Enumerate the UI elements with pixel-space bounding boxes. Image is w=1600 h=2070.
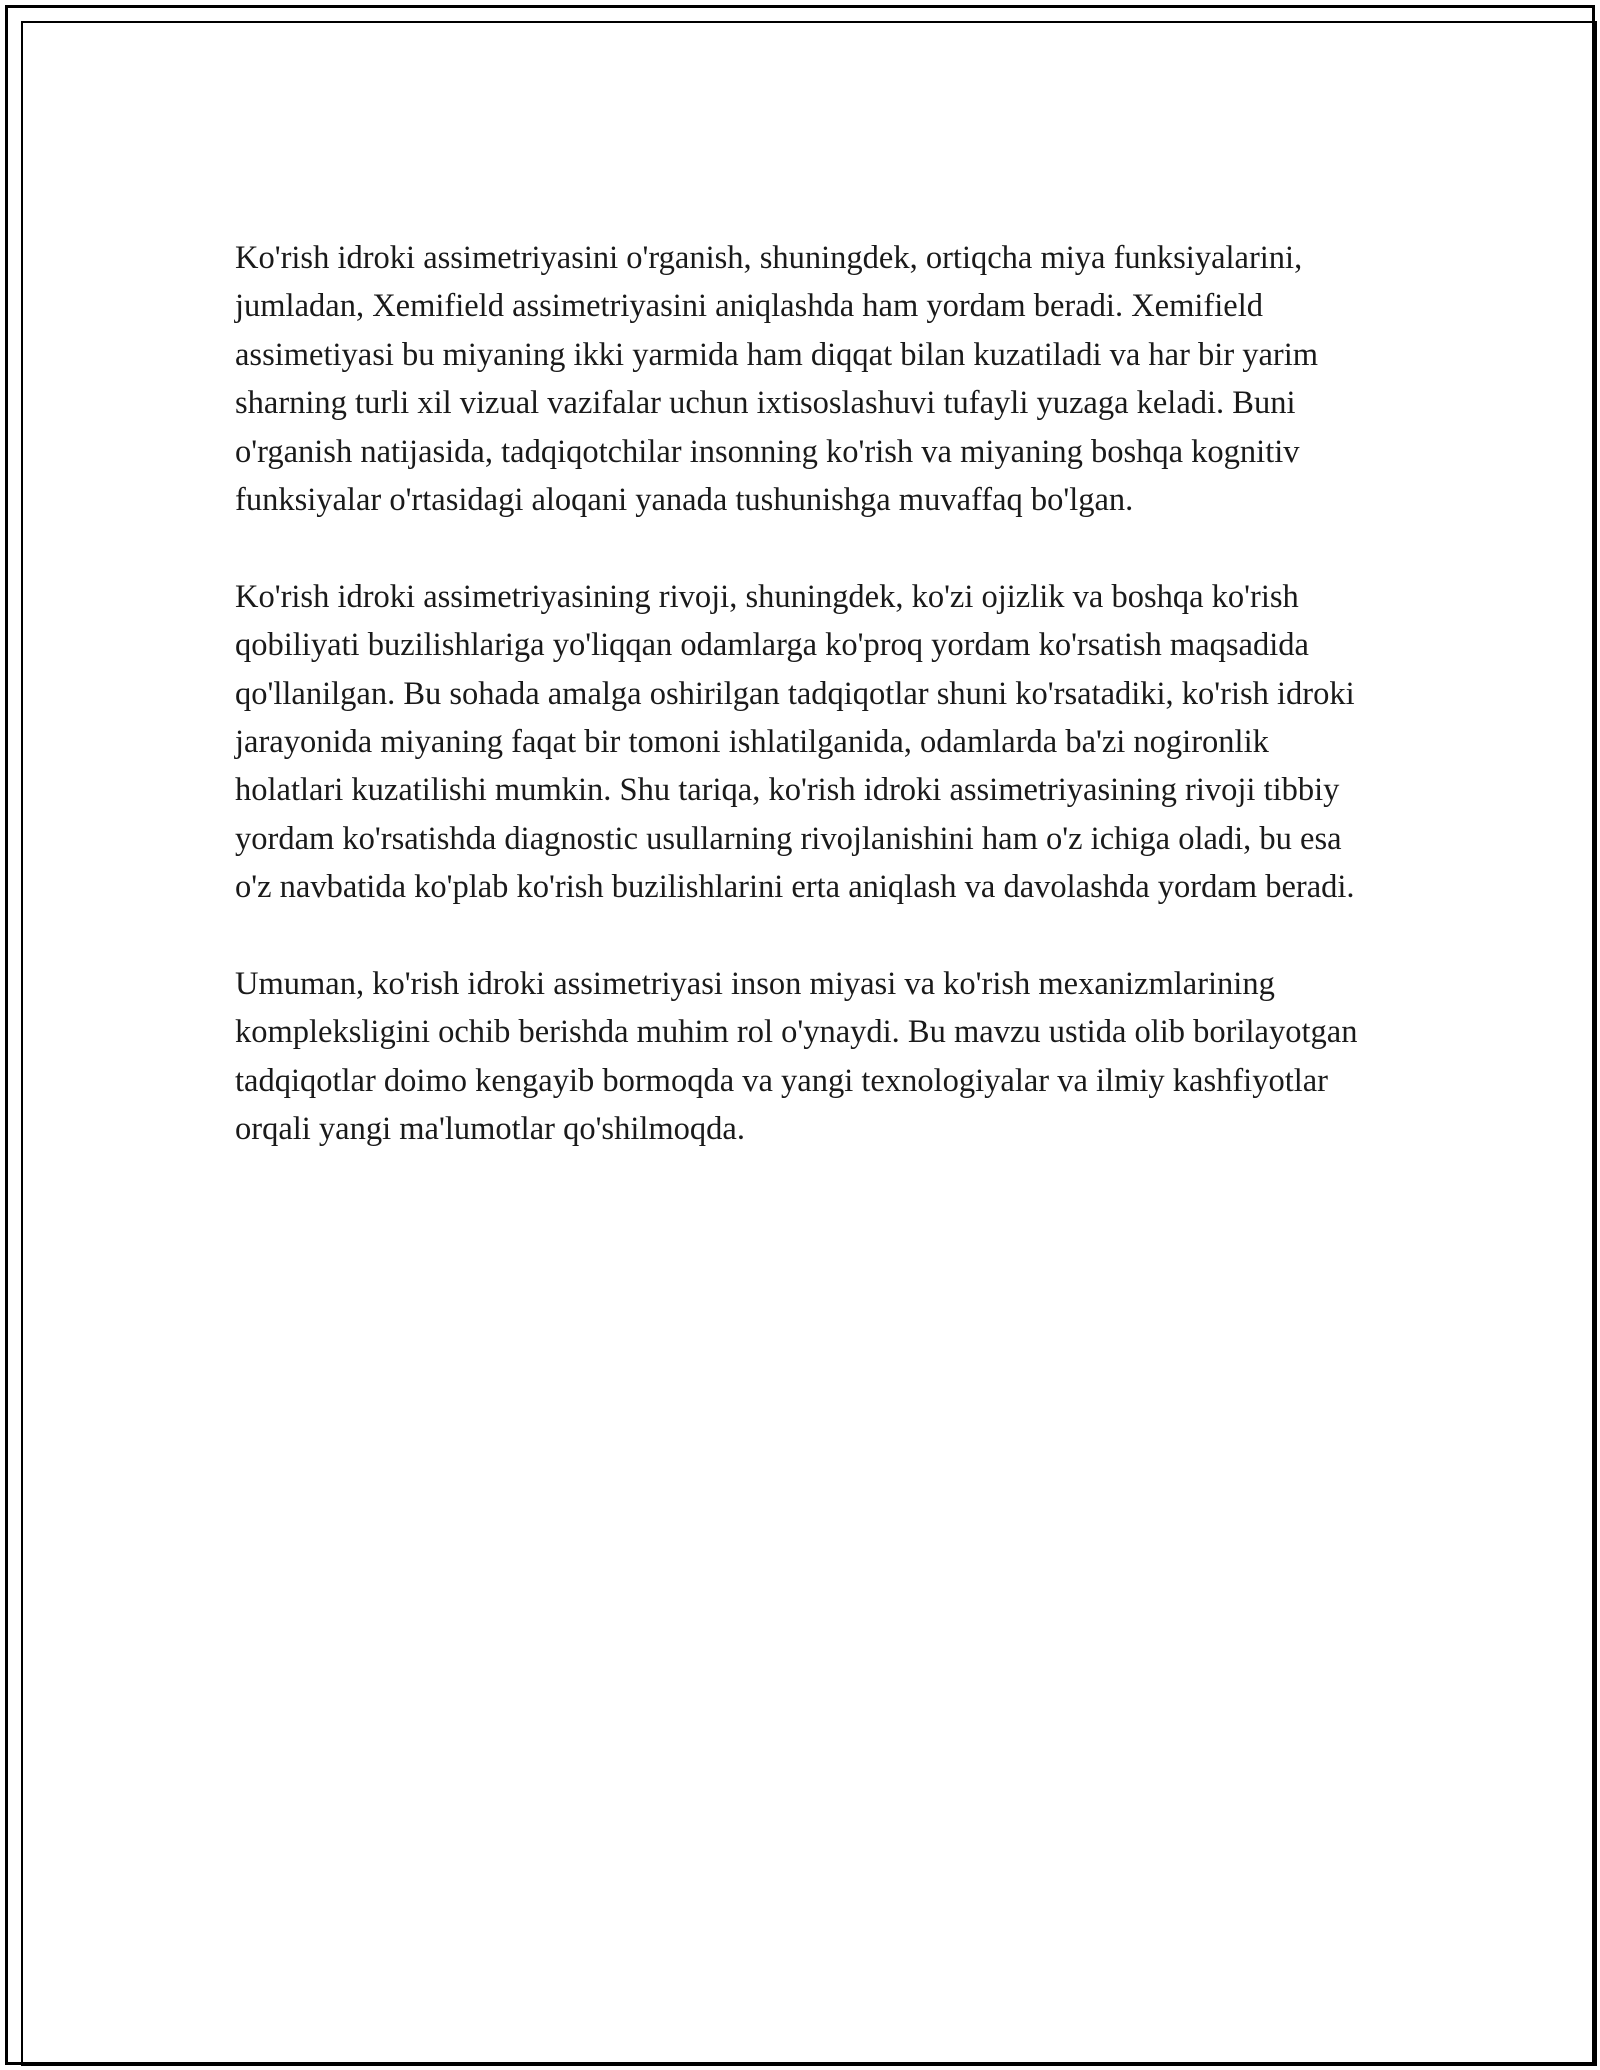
- paragraph-1: Ko'rish idroki assimetriyasini o'rganish, shuningdek, ortiqcha miya funksiyalarini, jumladan, Xemifield assimetriyasini aniqlashda ham yordam beradi. Xemifield assimetiyasi bu miyaning ikki yarmida ham diqqat bilan kuzatiladi va har bir yarim sharning turli xil vizual vazifalar uchun ixtisoslashuvi tufayli yuzaga keladi. Buni o'rganish natijasida, tadqiqotchilar insonning ko'rish va miyaning boshqa kognitiv funksiyalar o'rtasidagi aloqani yanada tushunishga muvaffaq bo'lgan.: [235, 240, 1319, 519]
- document-body: [235, 234, 1385, 1202]
- paragraph-3: Umuman, ko'rish idroki assimetriyasi inson miyasi va ko'rish mexanizmlarining kompleksligini ochib berishda muhim rol o'ynaydi. Bu mavzu ustida olib borilayotgan tadqiqotlar doimo kengayib bormoqda va yangi texnologiyalar va ilmiy kashfiyotlar orqali yangi ma'lumotlar qo'shilmoqda.: [235, 966, 1358, 1148]
- paragraph-2: Ko'rish idroki assimetriyasining rivoji, shuningdek, ko'zi ojizlik va boshqa ko'rish qobiliyati buzilishlariga yo'liqqan odamlarga ko'proq yordam ko'rsatish maqsadida qo'llanilgan. Bu sohada amalga oshirilgan tadqiqotlar shuni ko'rsatadiki, ko'rish idroki jarayonida miyaning faqat bir tomoni ishlatilganida, odamlarda ba'zi nogironlik holatlari kuzatilishi mumkin. Shu tariqa, ko'rish idroki assimetriyasining rivoji tibbiy yordam ko'rsatishda diagnostic usullarning rivojlanishini ham o'z ichiga oladi, bu esa o'z navbatida ko'plab ko'rish buzilishlarini erta aniqlash va davolashda yordam beradi.: [235, 578, 1355, 906]
